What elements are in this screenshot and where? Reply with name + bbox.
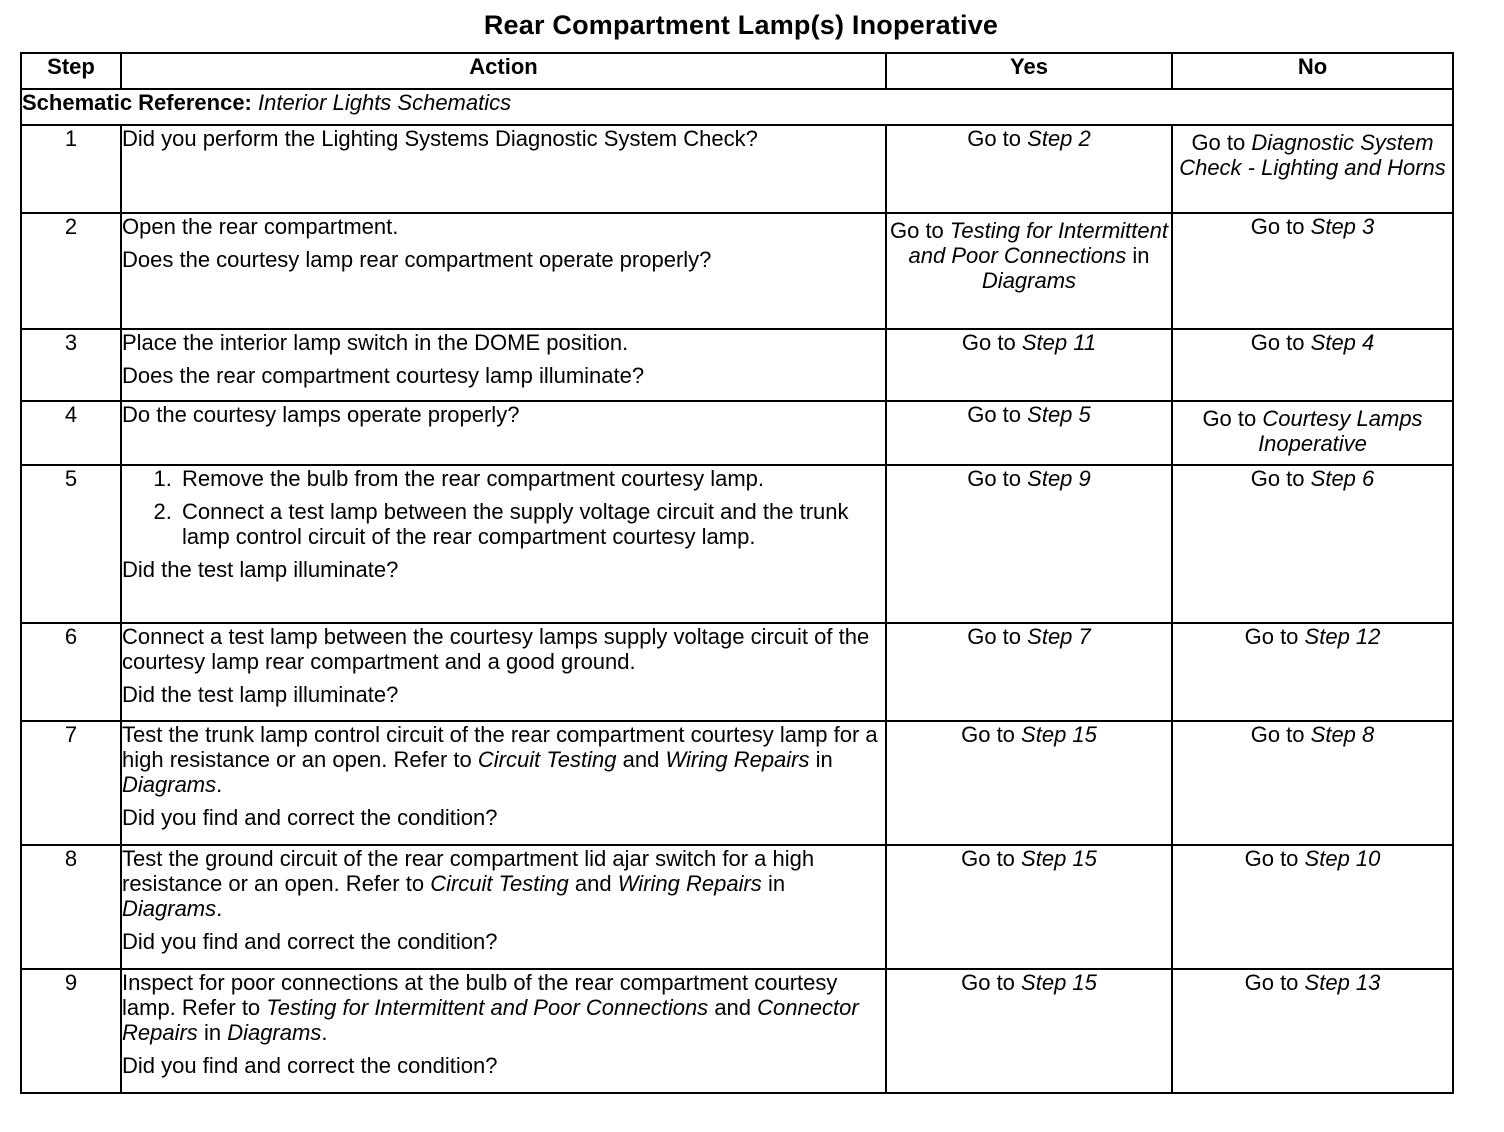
schematic-label: Schematic Reference: <box>22 90 252 115</box>
action-cell <box>121 465 886 623</box>
step-number: 6 <box>21 623 121 721</box>
table-row <box>21 465 1453 623</box>
action-instruction: Connect a test lamp between the courtesy lamps supply voltage circuit of the courtesy lamp rear compartment and a good ground. <box>122 624 870 674</box>
action-cell <box>121 623 886 721</box>
action-instruction: Place the interior lamp switch in the DOME position. <box>122 330 629 355</box>
no-cell: Go to Step 12 <box>1172 623 1453 721</box>
testing-link[interactable]: Testing for Intermittent and Poor Connections <box>908 218 1168 268</box>
step-link[interactable]: Step 13 <box>1304 970 1381 995</box>
schematic-link[interactable]: Interior Lights Schematics <box>258 90 512 115</box>
table-row <box>21 213 1453 329</box>
action-instruction: Test the ground circuit of the rear compartment lid ajar switch for a high resistance or an open. Refer to Circuit Testing and Wiring Repairs in Diagrams. <box>122 846 815 921</box>
step-link[interactable]: Step 3 <box>1310 214 1375 239</box>
yes-cell: Go to Step 9 <box>886 465 1172 623</box>
action-question: Do the courtesy lamps operate properly? <box>122 402 520 427</box>
action-question: Did the test lamp illuminate? <box>122 682 399 707</box>
diagrams-link[interactable]: Diagrams <box>122 896 217 921</box>
step-link[interactable]: Step 8 <box>1310 722 1375 747</box>
step-link[interactable]: Step 7 <box>1027 624 1091 649</box>
action-question: Does the rear compartment courtesy lamp illuminate? <box>122 363 645 388</box>
no-cell: Go to Step 10 <box>1172 845 1453 969</box>
step-number: 3 <box>21 329 121 401</box>
step-link[interactable]: Step 15 <box>1021 846 1097 871</box>
testing-link[interactable]: Testing for Intermittent and Poor Connections <box>266 995 709 1020</box>
step-link[interactable]: Step 15 <box>1021 722 1097 747</box>
action-question: Did you find and correct the condition? <box>122 805 498 830</box>
action-question: Does the courtesy lamp rear compartment operate properly? <box>122 247 712 272</box>
connector-repairs-link[interactable]: Connector Repairs <box>122 995 859 1045</box>
page-title: Rear Compartment Lamp(s) Inoperative <box>483 10 999 40</box>
step-link[interactable]: Step 11 <box>1021 330 1097 355</box>
action-instruction: Inspect for poor connections at the bulb of the rear compartment courtesy lamp. Refer to Testing for Intermittent and Poor Connections and Connector Repairs in Diagrams. <box>122 970 859 1045</box>
table-row <box>21 125 1453 213</box>
step-number: 9 <box>21 969 121 1093</box>
yes-cell: Go to Step 15 <box>886 845 1172 969</box>
no-cell: Go to Step 4 <box>1172 329 1453 401</box>
step-link[interactable]: Step 6 <box>1310 466 1375 491</box>
diagrams-link[interactable]: Diagrams <box>227 1020 322 1045</box>
action-question: Did you find and correct the condition? <box>122 929 498 954</box>
step-link[interactable]: Step 9 <box>1027 466 1091 491</box>
table-row <box>21 969 1453 1093</box>
table-row <box>21 623 1453 721</box>
action-question: Did the test lamp illuminate? <box>122 557 399 582</box>
diagrams-link[interactable]: Diagrams <box>981 268 1077 293</box>
action-instruction: Test the trunk lamp control circuit of the rear compartment courtesy lamp for a high resistance or an open. Refer to Circuit Testing and Wiring Repairs in Diagrams. <box>122 722 878 797</box>
header-step: Step <box>21 53 121 89</box>
action-cell <box>121 329 886 401</box>
wiring-repairs-link[interactable]: Wiring Repairs <box>665 747 810 772</box>
schematic-reference <box>21 89 1453 125</box>
step-link[interactable]: Step 2 <box>1027 126 1091 151</box>
list-item: 1. Remove the bulb from the rear compartment courtesy lamp. <box>178 466 885 491</box>
action-question: Did you perform the Lighting Systems Diagnostic System Check? <box>122 126 758 151</box>
action-cell <box>121 845 886 969</box>
action-cell <box>121 721 886 845</box>
wiring-repairs-link[interactable]: Wiring Repairs <box>617 871 762 896</box>
yes-cell: Go to Step 15 <box>886 969 1172 1093</box>
step-number: 4 <box>21 401 121 465</box>
action-instruction: Open the rear compartment. <box>122 214 399 239</box>
table-row <box>21 721 1453 845</box>
header-yes: Yes <box>886 53 1172 89</box>
yes-cell: Go to Step 15 <box>886 721 1172 845</box>
circuit-testing-link[interactable]: Circuit Testing <box>430 871 569 896</box>
header-action: Action <box>121 53 886 89</box>
header-no: No <box>1172 53 1453 89</box>
courtesy-lamps-link[interactable]: Courtesy Lamps Inoperative <box>1258 406 1423 456</box>
no-cell: Go to Courtesy Lamps Inoperative <box>1172 401 1453 465</box>
no-cell: Go to Step 8 <box>1172 721 1453 845</box>
action-cell <box>121 125 886 213</box>
list-item: 2. Connect a test lamp between the supply voltage circuit and the trunk lamp control circuit of the rear compartment courtesy lamp. <box>178 499 885 549</box>
yes-cell: Go to Testing for Intermittent and Poor Connections in Diagrams <box>886 213 1172 329</box>
circuit-testing-link[interactable]: Circuit Testing <box>477 747 617 772</box>
schematic-row <box>21 89 1453 125</box>
yes-cell: Go to Step 7 <box>886 623 1172 721</box>
step-link[interactable]: Step 15 <box>1021 970 1097 995</box>
yes-cell: Go to Step 2 <box>886 125 1172 213</box>
diagnostic-check-link[interactable]: Diagnostic System Check - Lighting and Horns <box>1179 130 1446 180</box>
step-link[interactable]: Step 12 <box>1304 624 1381 649</box>
header-row <box>21 53 1453 89</box>
action-cell <box>121 969 886 1093</box>
yes-cell: Go to Step 5 <box>886 401 1172 465</box>
yes-cell: Go to Step 11 <box>886 329 1172 401</box>
table-row <box>21 845 1453 969</box>
step-number: 7 <box>21 721 121 845</box>
table-row <box>21 401 1453 465</box>
no-cell: Go to Step 13 <box>1172 969 1453 1093</box>
no-cell: Go to Diagnostic System Check - Lighting and Horns <box>1172 125 1453 213</box>
step-link[interactable]: Step 10 <box>1304 846 1381 871</box>
step-number: 2 <box>21 213 121 329</box>
step-link[interactable]: Step 4 <box>1310 330 1375 355</box>
diagrams-link[interactable]: Diagrams <box>122 772 217 797</box>
action-cell <box>121 401 886 465</box>
no-cell: Go to Step 3 <box>1172 213 1453 329</box>
no-cell: Go to Step 6 <box>1172 465 1453 623</box>
step-number: 8 <box>21 845 121 969</box>
action-cell <box>121 213 886 329</box>
table-row <box>21 329 1453 401</box>
diagnostic-table <box>20 52 1454 1094</box>
procedure-list <box>122 466 885 549</box>
step-number: 1 <box>21 125 121 213</box>
step-number: 5 <box>21 465 121 623</box>
step-link[interactable]: Step 5 <box>1027 402 1091 427</box>
action-question: Did you find and correct the condition? <box>122 1053 498 1078</box>
